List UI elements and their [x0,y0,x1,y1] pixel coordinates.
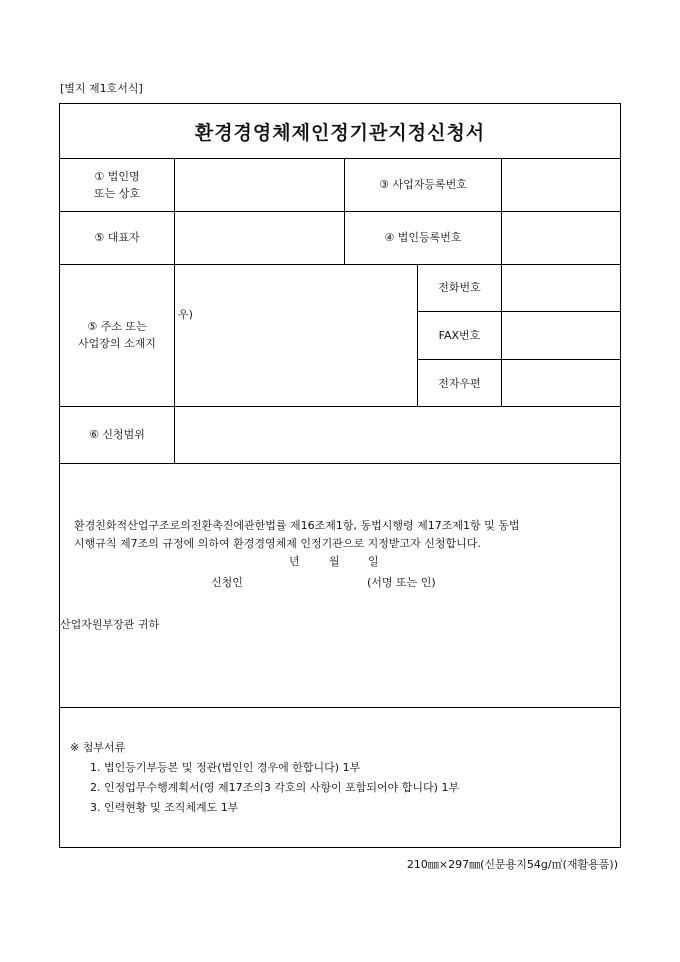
address-value[interactable] [178,264,414,364]
corp-name-value[interactable] [175,158,344,211]
corp-reg-no-value[interactable] [502,211,620,264]
date-month: 월 [329,555,340,568]
address-label-line2: 사업장의 소재지 [78,337,156,350]
attachments-header: ※ 첨부서류 [70,741,126,754]
corp-name-label-line2: 또는 상호 [93,186,140,200]
declaration-line2: 시행규칙 제7조의 규정에 의하여 환경경영체제 인정기관으로 지정받고자 신청합니다. [74,537,481,550]
scope-value[interactable] [175,406,620,463]
email-value[interactable] [502,360,620,406]
postal-prefix: 우) [178,307,193,321]
date-day: 일 [368,555,379,568]
scope-label: ⑥ 신청범위 [89,428,145,441]
address-label [60,264,174,406]
attachment-item-3: 3. 인력현황 및 조직체계도 1부 [90,801,239,814]
paper-spec: 210㎜×297㎜(신문용지54g/㎡(재활용품)) [406,858,618,871]
attachment-item-1: 1. 법인등기부등본 및 정관(법인인 경우에 한합니다) 1부 [90,761,361,774]
form-reference: [별지 제1호서식] [60,82,143,95]
corp-name-label [60,158,174,211]
fax-label: FAX번호 [438,329,481,342]
applicant-label: 신청인 [211,576,243,589]
fax-value[interactable] [502,312,620,359]
corp-reg-no-label: ④ 법인등록번호 [384,231,462,244]
declaration-line1: 환경친화적산업구조로의전환촉진에관한법률 제16조제1항, 동법시행령 제17조제1항 및 동법 [74,519,520,532]
biz-reg-no-label: ③ 사업자등록번호 [379,178,467,191]
phone-label: 전화번호 [438,281,481,294]
email-label: 전자우편 [438,376,481,390]
date-year: 년 [289,555,300,568]
attachment-item-2: 2. 인정업무수행계획서(영 제17조의3 각호의 사항이 포함되어야 합니다) 1부 [90,781,460,794]
addressee: 산업자원부장관 귀하 [60,618,160,631]
representative-value[interactable] [175,211,344,264]
representative-label: ⑤ 대표자 [94,231,140,244]
form-title: 환경경영체제인정기관지정신청서 [194,121,486,144]
application-form [59,103,621,848]
divider [60,707,620,708]
corp-name-label-line1: ① 법인명 [94,169,140,183]
phone-value[interactable] [502,264,620,311]
address-label-line1: ⑤ 주소 또는 [87,320,147,333]
signature-label: (서명 또는 인) [367,576,436,589]
divider [60,463,620,464]
biz-reg-no-value[interactable] [502,158,620,211]
